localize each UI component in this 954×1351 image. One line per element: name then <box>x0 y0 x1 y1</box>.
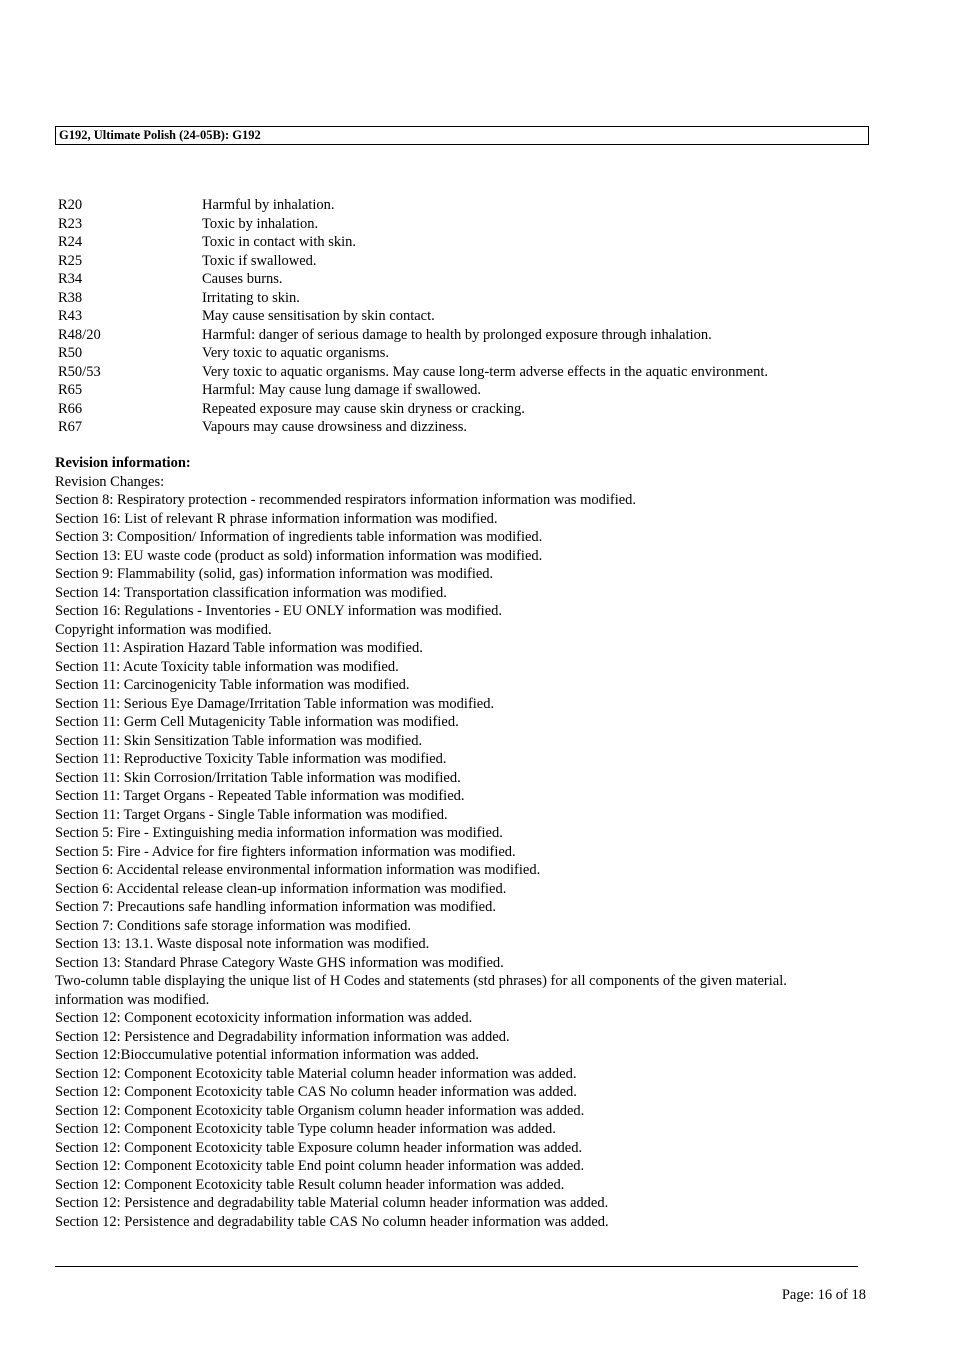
r-phrase-text: Irritating to skin. <box>202 289 300 306</box>
r-phrase-text: Harmful: danger of serious damage to health by prolonged exposure through inhalation. <box>202 326 712 343</box>
revision-item: Section 11: Reproductive Toxicity Table information was modified. <box>55 751 447 767</box>
r-phrase-text: Harmful: May cause lung damage if swallowed. <box>202 382 482 398</box>
revision-item: Section 12: Component Ecotoxicity table End point column header information was added. <box>55 1158 585 1174</box>
revision-item: Section 8: Respiratory protection - recommended respirators information information was modified. <box>55 492 637 508</box>
r-phrase-text: Very toxic to aquatic organisms. <box>202 345 389 361</box>
r-phrase-text: Vapours may cause drowsiness and dizziness. <box>202 419 467 435</box>
r-phrase-row <box>58 418 878 437</box>
r-phrase-code: R67 <box>58 419 83 435</box>
revision-item: Section 12: Component Ecotoxicity table Type column header information was added. <box>55 1121 556 1137</box>
r-phrase-code: R24 <box>58 234 83 250</box>
revision-item: Section 11: Acute Toxicity table information was modified. <box>55 658 399 675</box>
r-phrase-text: May cause sensitisation by skin contact. <box>202 308 435 324</box>
revision-item: Section 12:Bioccumulative potential information information was added. <box>55 1047 480 1063</box>
r-phrase-code: R50 <box>58 345 83 361</box>
revision-item: Section 16: Regulations - Inventories - EU ONLY information was modified. <box>55 603 503 619</box>
r-phrase-text: Repeated exposure may cause skin dryness or cracking. <box>202 400 525 417</box>
r-phrase-row <box>58 215 878 234</box>
r-phrase-code: R23 <box>58 215 83 232</box>
revision-item: Section 5: Fire - Extinguishing media information information was modified. <box>55 825 503 841</box>
revision-list <box>55 491 855 1231</box>
r-phrase-code: R66 <box>58 400 83 417</box>
revision-item: Section 12: Persistence and degradability table Material column header information was added. <box>55 1195 609 1211</box>
revision-item: Section 6: Accidental release environmental information information was modified. <box>55 862 541 878</box>
revision-item: Section 12: Component Ecotoxicity table Result column header information was added. <box>55 1176 565 1193</box>
revision-item: Section 12: Component ecotoxicity information information was added. <box>55 1010 473 1026</box>
r-phrase-table <box>58 196 878 437</box>
revision-item: Section 11: Serious Eye Damage/Irritation Table information was modified. <box>55 695 495 712</box>
revision-item: Section 7: Conditions safe storage information was modified. <box>55 917 411 934</box>
revision-item: Section 12: Component Ecotoxicity table Organism column header information was added. <box>55 1102 585 1119</box>
r-phrase-text: Toxic if swallowed. <box>202 252 317 269</box>
revision-item: Section 11: Germ Cell Mutagenicity Table information was modified. <box>55 714 459 730</box>
r-phrase-text: Toxic by inhalation. <box>202 215 319 232</box>
revision-item: Copyright information was modified. <box>55 621 272 638</box>
document-header <box>55 126 869 145</box>
revision-item: Section 12: Component Ecotoxicity table Material column header information was added. <box>55 1065 577 1082</box>
footer-divider <box>55 1266 858 1267</box>
revision-item: Section 11: Target Organs - Repeated Table information was modified. <box>55 788 465 804</box>
page-number: Page: 16 of 18 <box>781 1287 866 1303</box>
r-phrase-row <box>58 326 878 345</box>
revision-section <box>55 454 855 1231</box>
r-phrase-row <box>58 344 878 363</box>
revision-item: Section 12: Component Ecotoxicity table CAS No column header information was added. <box>55 1084 577 1100</box>
r-phrase-row <box>58 363 878 382</box>
revision-item: Section 12: Persistence and degradability table CAS No column header information was added. <box>55 1213 609 1230</box>
r-phrase-row <box>58 381 878 400</box>
r-phrase-row <box>58 270 878 289</box>
r-phrase-row <box>58 233 878 252</box>
r-phrase-code: R34 <box>58 271 83 287</box>
r-phrase-code: R65 <box>58 382 83 398</box>
r-phrase-code: R43 <box>58 308 83 324</box>
r-phrase-row <box>58 307 878 326</box>
revision-item: Section 5: Fire - Advice for fire fighters information information was modified. <box>55 843 516 860</box>
revision-item: Section 16: List of relevant R phrase information information was modified. <box>55 510 498 527</box>
document-title: G192, Ultimate Polish (24-05B): G192 <box>59 128 261 142</box>
revision-item: Section 14: Transportation classification information was modified. <box>55 584 447 601</box>
r-phrase-row <box>58 400 878 419</box>
revision-item: Section 11: Aspiration Hazard Table information was modified. <box>55 640 423 656</box>
revision-item: Section 11: Skin Corrosion/Irritation Table information was modified. <box>55 769 461 786</box>
revision-item: Section 11: Carcinogenicity Table information was modified. <box>55 677 410 693</box>
r-phrase-code: R20 <box>58 197 83 213</box>
r-phrase-row <box>58 289 878 308</box>
r-phrase-text: Toxic in contact with skin. <box>202 234 357 250</box>
revision-subheading: Revision Changes: <box>55 473 165 490</box>
r-phrase-row <box>58 196 878 215</box>
r-phrase-code: R50/53 <box>58 363 101 380</box>
revision-heading: Revision information: <box>55 455 191 471</box>
r-phrase-code: R25 <box>58 252 83 269</box>
r-phrase-code: R38 <box>58 289 83 306</box>
revision-item: Section 12: Component Ecotoxicity table Exposure column header information was added. <box>55 1139 583 1156</box>
revision-item: Section 7: Precautions safe handling information information was modified. <box>55 899 496 915</box>
r-phrase-text: Harmful by inhalation. <box>202 197 335 213</box>
revision-item: Section 13: Standard Phrase Category Waste GHS information was modified. <box>55 954 504 971</box>
r-phrase-code: R48/20 <box>58 326 101 343</box>
revision-item: Section 3: Composition/ Information of ingredients table information was modified. <box>55 529 543 545</box>
revision-item: Section 9: Flammability (solid, gas) information information was modified. <box>55 566 494 582</box>
revision-item: Two-column table displaying the unique list of H Codes and statements (std phrases) for all components of the given material. information was modified. <box>55 973 787 1008</box>
revision-item: Section 13: EU waste code (product as sold) information information was modified. <box>55 547 543 564</box>
r-phrase-text: Very toxic to aquatic organisms. May cause long-term adverse effects in the aquatic environment. <box>202 363 768 380</box>
revision-item: Section 13: 13.1. Waste disposal note information was modified. <box>55 936 430 952</box>
r-phrase-row <box>58 252 878 271</box>
revision-item: Section 11: Skin Sensitization Table information was modified. <box>55 732 423 749</box>
revision-item: Section 6: Accidental release clean-up information information was modified. <box>55 880 507 897</box>
revision-item: Section 12: Persistence and Degradability information information was added. <box>55 1028 510 1045</box>
r-phrase-text: Causes burns. <box>202 271 283 287</box>
revision-item: Section 11: Target Organs - Single Table information was modified. <box>55 806 448 823</box>
